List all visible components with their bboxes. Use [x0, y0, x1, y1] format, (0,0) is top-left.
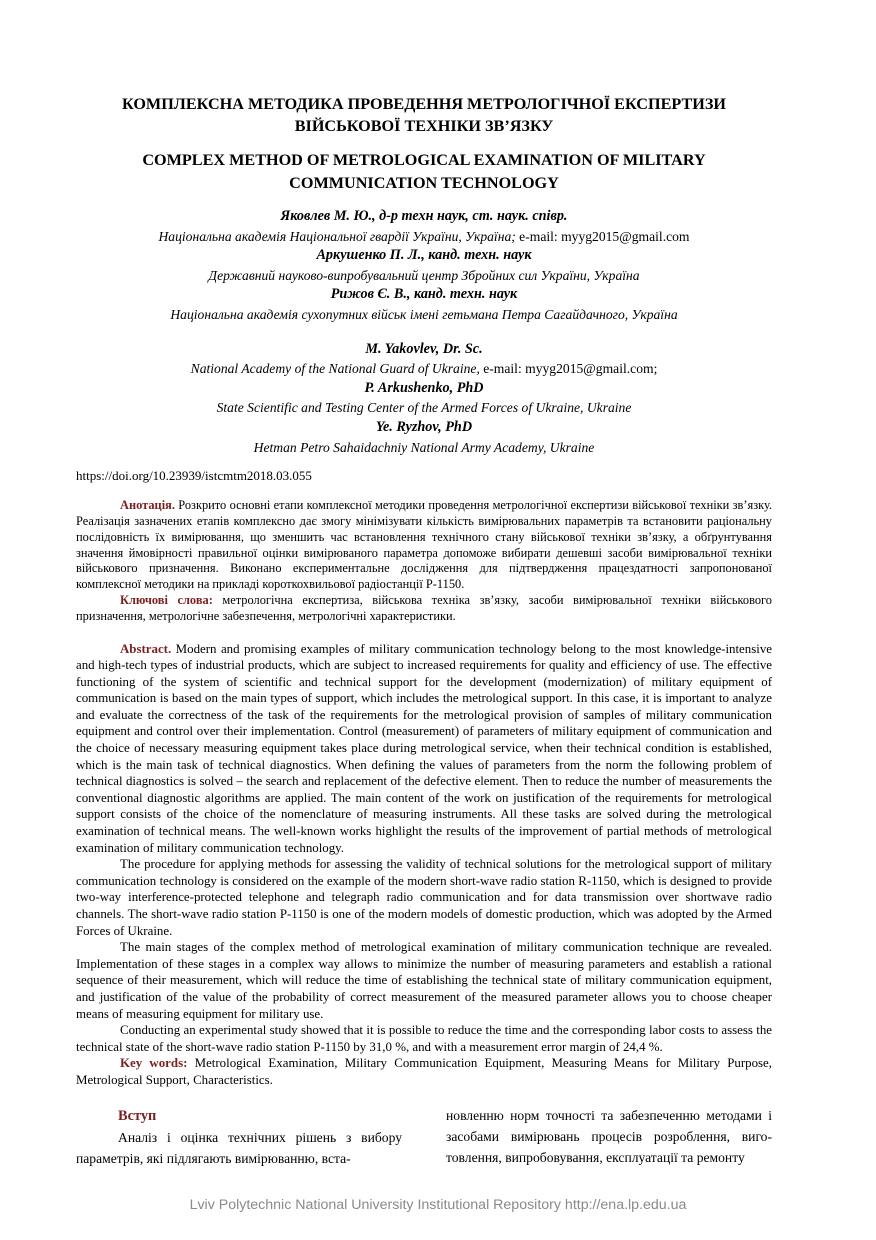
- abstract-paragraph: Conducting an experimental study showed that it is possible to reduce the time and the corresponding labor costs to assess the technical state of the short-wave radio station P-1150 by 31,0 %, and with a measurement error margin of 24,4 %.: [76, 1023, 772, 1054]
- authors-english: [76, 340, 772, 458]
- abstract-label: Abstract.: [120, 641, 172, 656]
- title-ukrainian: КОМПЛЕКСНА МЕТОДИКА ПРОВЕДЕННЯ МЕТРОЛОГІЧНОЇ ЕКСПЕРТИЗИ ВІЙСЬКОВОЇ ТЕХНІКИ ЗВ’ЯЗКУ: [121, 95, 726, 135]
- authors-ukrainian: [76, 207, 772, 325]
- right-column: [446, 1105, 772, 1169]
- author-name: Ye. Ryzhov, PhD: [375, 418, 473, 435]
- annotation-text: Розкрито основні етапи комплексної методики проведення метрологічної експертизи військової техніки зв’язку. Реалізація зазначених етапів комплексно дає змогу мінімізувати кількість вимірювальних параметрів та встановити раціональну послідовність їх вимірювання, що зменшить час встановлення технічного стану військової техніки зв’язку, а обґрунтування значення ймовірності правильної оцінки вимірюваного параметра допоможе вибирати дешевші засоби вимірювальної техніки військового призначення. Виконано експериментальне дослідження для підтвердження працездатності запропонованої комплексної методики на прикладі короткохвильової радіостанції Р-1150.: [76, 498, 772, 592]
- keywords-text: метрологічна експертиза, військова техніка зв’язку, засоби вимірювальної техніки військового призначення, метрологічне забезпечення, метрологічні характеристики.: [76, 592, 772, 623]
- author-affiliation: [76, 359, 772, 379]
- author-email: e-mail: myyg2015@gmail.com;: [479, 361, 658, 377]
- affiliation-text: Національна академія Національної гвардії України, Україна;: [158, 228, 516, 244]
- body-columns: [76, 1105, 772, 1169]
- author-email: e-mail: myyg2015@gmail.com: [515, 228, 690, 244]
- author-affiliation: Hetman Petro Sahaidachniy National Army Academy, Ukraine: [253, 439, 595, 455]
- abstract-paragraph: The main stages of the complex method of metrological examination of military communication technique are revealed. Implementation of these stages in a complex way allows to minimize the number of measuring parameters and establish a rational sequence of their measurement, which will reduce the time of establishing the technical state of military communication equipment, and justification of the value of the probability of correct measurement of the measured parameter allows you to choose cheaper means of measuring equipment for military use.: [76, 940, 772, 1021]
- keywords-english: [76, 1055, 772, 1088]
- body-paragraph: Аналіз і оцінка технічних рішень з вибору параметрів, які підлягають вимірюванню, вста-: [76, 1129, 402, 1166]
- repository-footer: Lviv Polytechnic National University Institutional Repository http://ena.lp.edu.ua: [189, 1197, 687, 1213]
- author-affiliation: [76, 227, 772, 247]
- author-name: Аркушенко П. Л., канд. техн. наук: [316, 247, 532, 264]
- author-affiliation: Державний науково-випробувальний центр Збройних сил України, Україна: [208, 267, 640, 283]
- author-affiliation: State Scientific and Testing Center of the Armed Forces of Ukraine, Ukraine: [216, 400, 632, 416]
- doi-link[interactable]: https://doi.org/10.23939/istcmtm2018.03.055: [76, 468, 312, 484]
- abstract-text: Modern and promising examples of military communication technology belong to the most knowledge-intensive and high-tech types of industrial products, which are subject to increased requirements for quality and efficiency of use. The effective functioning of the system of scientific and technical support for the development (modernization) of military equipment of communication is based on the main types of support, which includes the metrological support. In this case, it is important to analyze and evaluate the correctness of the task of the requirements for the metrological provision of samples of military communication equipment and control over their implementation. Control (measurement) of parameters of military equipment of communication and the choice of necessary measuring equipment takes place during metrological service, when their technical condition is established, which is the main task of technical diagnostics. When defining the values of parameters from the norm the following problem of technical diagnostics is solved – the search and replacement of the defective element. Then to reduce the number of measurements the conventional diagnostic algorithms are applied. The main content of the work on justification of the requirements for metrological support consists of the choice of the nomenclature of measuring instruments. All these tasks are solved during the metrological examination of technical means. The well-known works highlight the results of the improvement of partial methods of metrological examination of military communication technology.: [76, 641, 772, 855]
- left-column: [76, 1105, 402, 1169]
- paper-page: [76, 94, 772, 1169]
- abstract-paragraph: The procedure for applying methods for assessing the validity of technical solutions for the metrological support of military communication technology is considered on the example of the modern short-wave radio station R-1150, which is designed to provide two-way interference-protected telephone and telegraph radio communication and for data transmission over shortwave radio channels. The short-wave radio station P-1150 is one of the modern models of domestic production, which was adopted by the Armed Forces of Ukraine.: [76, 857, 772, 938]
- author-name: Яковлев М. Ю., д-р техн наук, ст. наук. співр.: [280, 208, 568, 224]
- keywords-label: Key words:: [120, 1056, 188, 1071]
- keywords-label: Ключові слова:: [120, 592, 213, 607]
- title-english: COMPLEX METHOD OF METROLOGICAL EXAMINATION OF MILITARY COMMUNICATION TECHNOLOGY: [142, 151, 706, 192]
- author-name: Рижов Є. В., канд. техн. наук: [330, 286, 518, 303]
- author-name: M. Yakovlev, Dr. Sc.: [365, 340, 483, 357]
- keywords-text: Metrological Examination, Military Communication Equipment, Measuring Means for Military Purpose, Metrological Support, Characteristics.: [76, 1056, 772, 1087]
- abstract-english: [76, 641, 772, 1089]
- author-name: P. Arkushenko, PhD: [364, 379, 484, 396]
- annotation-ukrainian: [76, 498, 772, 624]
- annotation-paragraph: [76, 498, 772, 593]
- affiliation-text: National Academy of the National Guard of Ukraine,: [190, 361, 480, 377]
- annotation-label: Анотація.: [120, 498, 175, 513]
- body-paragraph: новленню норм точності та забезпеченню методами і засобами вимірювань процесів розроблення, виго-товлення, випробовування, експлуатації та ремонту: [446, 1107, 772, 1165]
- section-title: Вступ: [118, 1107, 157, 1124]
- author-affiliation: Національна академія сухопутних військ імені гетьмана Петра Сагайдачного, Україна: [170, 306, 678, 322]
- abstract-paragraph: [76, 641, 772, 857]
- keywords-ukrainian: [76, 593, 772, 625]
